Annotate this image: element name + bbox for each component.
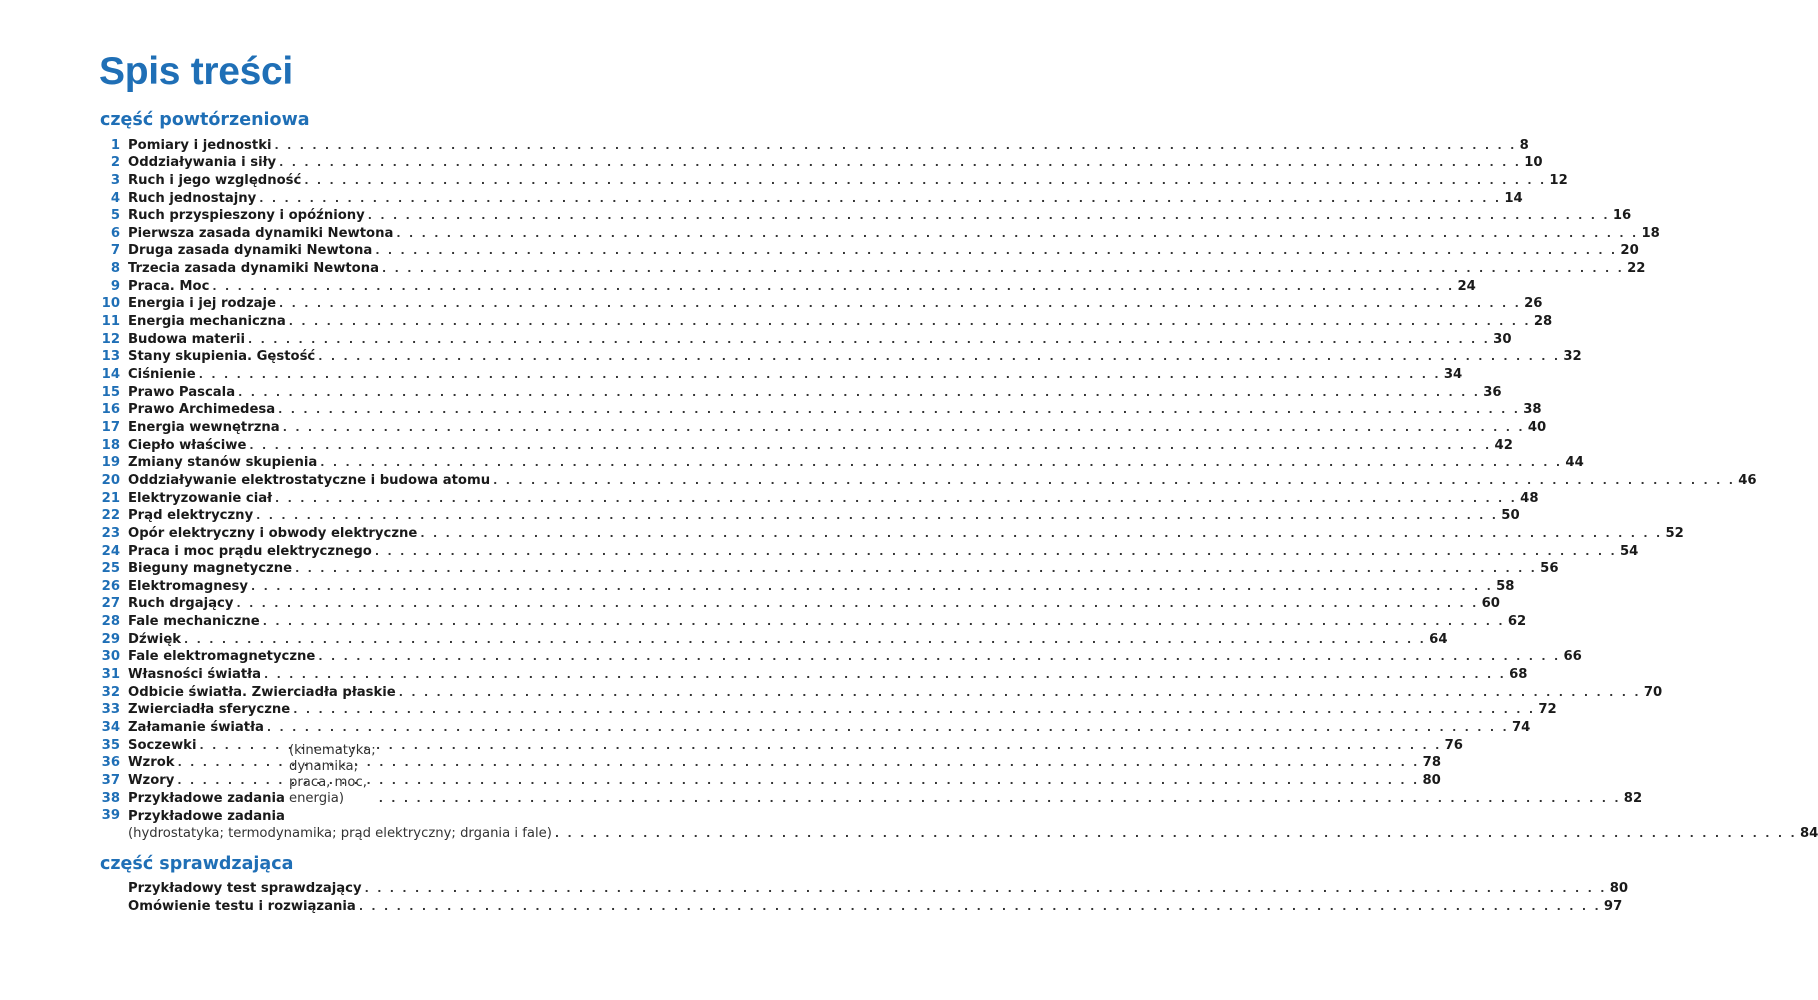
entry-number: 11 (101, 314, 120, 330)
entry-number: 6 (110, 225, 120, 241)
entry-page-number: 46 (1738, 472, 1757, 488)
entry-number: 10 (101, 296, 120, 312)
entry-number: 27 (101, 596, 120, 612)
entry-page-number: 32 (1563, 349, 1582, 365)
entry-title: Praca i moc prądu elektrycznego (128, 543, 372, 559)
entry-number: 39 (101, 807, 120, 823)
dot-leader (212, 279, 1454, 295)
entry-number: 9 (110, 278, 120, 294)
entry-page-number: 18 (1641, 225, 1660, 241)
entry-page-number: 60 (1481, 596, 1500, 612)
entry-page-number: 74 (1511, 720, 1531, 736)
dot-leader (493, 473, 1735, 489)
toc-entry[interactable] (96, 577, 1515, 595)
toc-entry[interactable] (96, 898, 1623, 916)
toc-entry[interactable] (96, 330, 1512, 348)
entry-number: 7 (110, 243, 120, 259)
entry-page-number: 34 (1443, 367, 1463, 383)
dot-leader (283, 420, 1525, 436)
entry-title: Przykładowy test sprawdzający (128, 880, 362, 896)
entry-page-number: 56 (1540, 561, 1559, 577)
entry-title: Ciśnienie (128, 367, 196, 383)
dot-leader (382, 261, 1624, 277)
dot-leader (238, 385, 1480, 401)
entry-number: 16 (101, 402, 120, 418)
entry-page-number: 52 (1665, 525, 1684, 541)
entry-page-number: 68 (1509, 667, 1528, 683)
entry-number: 34 (101, 720, 120, 736)
dot-leader (275, 138, 1517, 154)
toc-entry[interactable] (96, 207, 1632, 225)
dot-leader (264, 667, 1506, 683)
entry-page-number: 50 (1501, 508, 1520, 524)
toc-entry[interactable] (96, 560, 1559, 578)
entry-title: Stany skupienia. Gęstość (128, 349, 316, 365)
entry-title: Dźwięk (128, 631, 182, 647)
dot-leader (295, 561, 1537, 577)
entry-title: Fale elektromagnetyczne (128, 649, 316, 665)
toc-entry[interactable] (96, 418, 1547, 436)
toc-entry[interactable] (96, 295, 1543, 313)
entry-page-number: 12 (1549, 172, 1568, 188)
entry-title: Ruch drgający (128, 596, 234, 612)
toc-entry[interactable] (96, 313, 1553, 331)
entry-page-number: 42 (1494, 437, 1513, 453)
toc-entry[interactable] (96, 154, 1543, 172)
entry-page-number: 76 (1444, 737, 1463, 753)
entry-number: 38 (101, 790, 120, 806)
entry-page-number: 36 (1483, 384, 1502, 400)
entry-number: 13 (101, 349, 120, 365)
entry-page-number: 64 (1429, 631, 1448, 647)
entry-number: 25 (101, 561, 120, 577)
entry-title: Bieguny magnetyczne (128, 561, 293, 577)
entry-page-number: 14 (1504, 190, 1523, 206)
entry-page-number: 44 (1565, 455, 1584, 471)
dot-leader (396, 226, 1638, 242)
dot-leader (368, 208, 1610, 224)
toc-entry[interactable] (96, 630, 1448, 648)
toc-entry[interactable] (96, 595, 1500, 613)
entry-page-number: 78 (1422, 755, 1442, 771)
toc-entry[interactable] (96, 224, 1660, 242)
toc-entry[interactable] (96, 365, 1463, 383)
entry-number: 2 (110, 155, 120, 171)
entry-title: Oddziaływania i siły (128, 155, 277, 171)
entry-number: 19 (101, 455, 120, 471)
entry-number: 22 (101, 508, 120, 524)
entry-page-number: 24 (1457, 278, 1476, 294)
entry-number: 21 (101, 490, 120, 506)
entry-title: Przykładowe zadania (128, 790, 285, 806)
toc-entry[interactable] (96, 277, 1476, 295)
toc-entry[interactable] (96, 524, 1684, 542)
entry-number: 33 (101, 702, 120, 718)
dot-leader (375, 544, 1617, 560)
entry-page-number: 80 (1609, 880, 1629, 896)
entry-title: Elektryzowanie ciał (128, 490, 273, 506)
toc-entry[interactable] (96, 401, 1542, 419)
entry-title: Pierwsza zasada dynamiki Newtona (128, 225, 394, 241)
entry-number: 30 (101, 649, 120, 665)
entry-number: 15 (101, 384, 120, 400)
entry-page-number: 26 (1524, 296, 1543, 312)
entry-title: Odbicie światła. Zwierciadła płaskie (128, 684, 396, 700)
entry-page-number: 10 (1524, 155, 1543, 171)
entry-page-number: 22 (1627, 261, 1646, 277)
toc-entry[interactable] (96, 383, 1502, 401)
toc-entry[interactable] (96, 666, 1528, 684)
entry-title: Wzrok (128, 755, 175, 771)
entry-title: Pomiary i jednostki (128, 137, 272, 153)
dot-leader (267, 720, 1509, 736)
entry-page-number: 38 (1523, 402, 1542, 418)
toc-entry[interactable] (96, 436, 1513, 454)
toc-entry[interactable] (96, 489, 1539, 507)
dot-leader (379, 791, 1621, 807)
entry-subtitle: (kinematyka; dynamika; praca, moc, energia) (288, 742, 376, 806)
entry-page-number: 72 (1538, 702, 1557, 718)
dot-leader (259, 191, 1501, 207)
entry-number: 12 (101, 331, 120, 347)
entry-number: 18 (101, 437, 120, 453)
dot-leader (304, 173, 1546, 189)
dot-leader (199, 738, 1441, 754)
entry-title: Prawo Pascala (128, 384, 236, 400)
entry-number: 35 (101, 737, 120, 753)
entry-title: Druga zasada dynamiki Newtona (128, 243, 373, 259)
entry-page-number: 66 (1563, 649, 1582, 665)
entry-page-number: 84 (1799, 825, 1818, 841)
entry-page-number: 82 (1623, 790, 1643, 806)
dot-leader (249, 438, 1491, 454)
entry-page-number: 30 (1493, 331, 1512, 347)
entry-page-number: 97 (1603, 899, 1623, 915)
dot-leader (184, 632, 1426, 648)
dot-leader (320, 455, 1562, 471)
section-heading-test: część sprawdzająca (100, 854, 294, 874)
entry-number: 20 (101, 472, 120, 488)
entry-title: Ruch przyspieszony i opóźniony (128, 208, 365, 224)
toc-entry[interactable] (96, 701, 1557, 719)
dot-leader (555, 826, 1797, 842)
dot-leader (365, 881, 1607, 897)
dot-leader (420, 526, 1662, 542)
entry-number: 5 (110, 208, 120, 224)
entry-number: 1 (110, 137, 120, 153)
entry-title: Opór elektryczny i obwody elektryczne (128, 525, 418, 541)
entry-page-number: 28 (1533, 314, 1553, 330)
page-title: Spis treści (99, 50, 293, 93)
entry-number: 24 (101, 543, 120, 559)
dot-leader (399, 685, 1641, 701)
toc-entry[interactable] (96, 648, 1582, 666)
entry-page-number: 70 (1643, 684, 1663, 700)
dot-leader (279, 296, 1521, 312)
section-heading-review: część powtórzeniowa (100, 110, 310, 130)
entry-page-number: 80 (1422, 772, 1441, 788)
entry-title: Wzory (128, 772, 175, 788)
entry-title: Załamanie światła (128, 720, 264, 736)
entry-page-number: 58 (1496, 578, 1515, 594)
dot-leader (236, 596, 1478, 612)
entry-title: Prąd elektryczny (128, 508, 254, 524)
toc-entry[interactable] (96, 718, 1531, 736)
entry-number: 36 (101, 755, 120, 771)
entry-title: Soczewki (128, 737, 197, 753)
dot-leader (199, 367, 1441, 383)
dot-leader (318, 349, 1560, 365)
entry-title: Zwierciadła sferyczne (128, 702, 291, 718)
entry-title: Oddziaływanie elektrostatyczne i budowa atomu (128, 472, 491, 488)
entry-number: 28 (101, 614, 120, 630)
toc-entry[interactable] (96, 542, 1639, 560)
entry-title: Ruch i jego względność (128, 172, 302, 188)
entry-number: 23 (101, 525, 120, 541)
entry-page-number: 40 (1527, 419, 1547, 435)
entry-title: Ciepło właściwe (128, 437, 247, 453)
entry-page-number: 8 (1519, 137, 1529, 153)
toc-entry[interactable] (96, 189, 1523, 207)
entry-page-number: 54 (1619, 543, 1639, 559)
entry-title: Zmiany stanów skupienia (128, 455, 318, 471)
entry-page-number: 16 (1612, 208, 1632, 224)
dot-leader (359, 899, 1601, 915)
entry-number: 29 (101, 631, 120, 647)
dot-leader (251, 579, 1493, 595)
toc-entry[interactable] (96, 136, 1529, 154)
entry-title: Budowa materii (128, 331, 246, 347)
entry-title: Własności światła (128, 667, 261, 683)
dot-leader (375, 243, 1617, 259)
toc-entry[interactable] (96, 683, 1663, 701)
entry-title: Energia i jej rodzaje (128, 296, 277, 312)
dot-leader (263, 614, 1505, 630)
entry-number: 4 (110, 190, 120, 206)
toc-entry[interactable] (96, 260, 1646, 278)
toc-entry[interactable] (96, 471, 1757, 489)
entry-number: 8 (110, 261, 120, 277)
dot-leader (289, 314, 1531, 330)
toc-entry[interactable] (96, 454, 1584, 472)
dot-leader (248, 332, 1490, 348)
entry-subtitle: (hydrostatyka; termodynamika; prąd elektryczny; drgania i fale) (128, 825, 552, 841)
toc-entry[interactable] (96, 348, 1582, 366)
dot-leader (275, 491, 1517, 507)
dot-leader (256, 508, 1498, 524)
entry-title: Fale mechaniczne (128, 614, 260, 630)
dot-leader (318, 649, 1560, 665)
dot-leader (278, 402, 1520, 418)
entry-title: Ruch jednostajny (128, 190, 257, 206)
entry-page-number: 20 (1620, 243, 1639, 259)
toc-entry[interactable] (96, 879, 1629, 897)
entry-title: Przykładowe zadania (128, 809, 285, 825)
dot-leader (293, 702, 1535, 718)
entry-page-number: 62 (1507, 614, 1527, 630)
dot-leader (279, 155, 1521, 171)
entry-number: 17 (101, 419, 120, 435)
entry-title: Prawo Archimedesa (128, 402, 276, 418)
entry-number: 14 (101, 367, 120, 383)
entry-page-number: 48 (1520, 490, 1539, 506)
toc-entry[interactable] (96, 613, 1527, 631)
toc-entry[interactable] (96, 242, 1639, 260)
entry-title: Energia wewnętrzna (128, 419, 280, 435)
entry-title: Elektromagnesy (128, 578, 248, 594)
entry-number: 32 (101, 684, 120, 700)
entry-title: Omówienie testu i rozwiązania (128, 899, 356, 915)
entry-number: 3 (110, 172, 120, 188)
entry-number: 26 (101, 578, 120, 594)
entry-title: Praca. Moc (128, 278, 210, 294)
entry-number: 31 (101, 667, 120, 683)
entry-title: Energia mechaniczna (128, 314, 286, 330)
toc-entry[interactable] (96, 807, 1818, 842)
toc-entry[interactable] (96, 507, 1520, 525)
entry-number: 37 (101, 772, 120, 788)
toc-entry[interactable] (96, 171, 1568, 189)
entry-title: Trzecia zasada dynamiki Newtona (128, 261, 380, 277)
